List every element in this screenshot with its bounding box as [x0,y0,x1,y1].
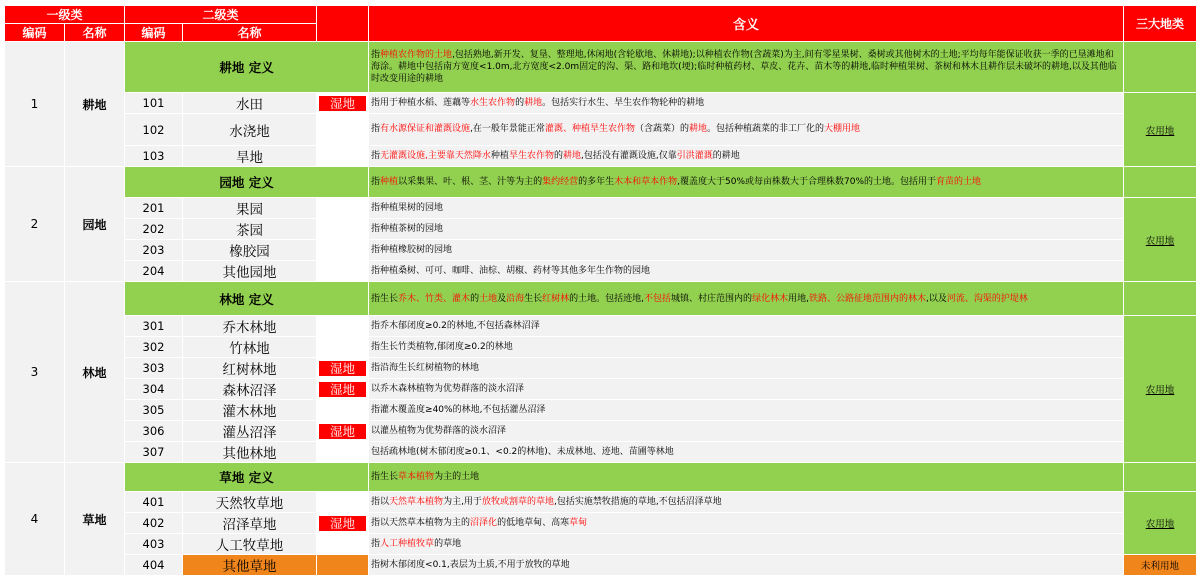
row-code: 101 [125,93,183,114]
group-code: 3 [5,282,65,463]
header-code1: 编码 [5,24,65,42]
header-level1: 一级类 [5,6,125,24]
row-definition: 包括疏林地(树木郁闭度≥0.1、<0.2的林地)、未成林地、迹地、苗圃等林地 [369,442,1124,463]
group-name: 林地 [65,282,125,463]
row-code: 301 [125,316,183,337]
row-code: 303 [125,358,183,379]
row-definition: 指以天然草本植物为主,用于放牧或割草的草地,包括实施禁牧措施的草地,不包括沼泽草地 [369,492,1124,513]
row-code: 404 [125,555,183,576]
group-name: 园地 [65,167,125,282]
row-code: 203 [125,240,183,261]
row-code: 302 [125,337,183,358]
row-name: 橡胶园 [183,240,317,261]
header-blank [317,6,369,42]
row-definition: 以灌丛植物为优势群落的淡水沼泽 [369,421,1124,442]
row-code: 401 [125,492,183,513]
row-definition: 指种植桑树、可可、咖啡、油棕、胡椒、药材等其他多年生作物的园地 [369,261,1124,282]
row-code: 402 [125,513,183,534]
row-name: 旱地 [183,146,317,167]
row-name: 其他草地 [183,555,317,576]
group-title: 林地 定义 [125,282,369,316]
group-definition: 指生长草本植物为主的土地 [369,463,1124,492]
row-definition: 指以天然草本植物为主的沼泽化的低地草甸、高寒草甸 [369,513,1124,534]
row-code: 201 [125,198,183,219]
row-name: 竹林地 [183,337,317,358]
row-definition: 指人工种植牧草的草地 [369,534,1124,555]
row-definition: 指有水源保证和灌溉设施,在一般年景能正常灌溉、种植旱生农作物（含蔬菜）的耕地。包括种植蔬菜的非工厂化的大棚用地 [369,114,1124,146]
row-definition: 指种植茶树的园地 [369,219,1124,240]
wetland-badge: 湿地 [317,93,369,114]
row-code: 307 [125,442,183,463]
row-name: 其他园地 [183,261,317,282]
row-definition: 指灌木覆盖度≥40%的林地,不包括灌丛沼泽 [369,400,1124,421]
row-name: 灌丛沼泽 [183,421,317,442]
row-name: 红树林地 [183,358,317,379]
row-code: 306 [125,421,183,442]
header-name2: 名称 [183,24,317,42]
row-name: 乔木林地 [183,316,317,337]
header-level2: 二级类 [125,6,317,24]
wetland-badge: 湿地 [317,421,369,442]
three-category: 农用地 [1124,198,1197,282]
three-category: 农用地 [1124,316,1197,463]
row-name: 天然牧草地 [183,492,317,513]
group-code: 1 [5,42,65,167]
header-code2: 编码 [125,24,183,42]
row-definition: 指乔木郁闭度≥0.2的林地,不包括森林沼泽 [369,316,1124,337]
row-definition: 指沿海生长红树植物的林地 [369,358,1124,379]
group-name: 草地 [65,463,125,576]
row-definition: 指树木郁闭度<0.1,表层为土质,不用于放牧的草地 [369,555,1124,576]
row-name: 沼泽草地 [183,513,317,534]
row-code: 305 [125,400,183,421]
row-name: 水浇地 [183,114,317,146]
header-meaning: 含义 [369,6,1124,42]
row-name: 果园 [183,198,317,219]
group-definition: 指生长乔木、竹类、灌木的土地及沿海生长红树林的土地。包括迹地,不包括城镇、村庄范围内的绿化林木用地,铁路、公路征地范围内的林木,以及河流、沟渠的护堤林 [369,282,1124,316]
three-category: 农用地 [1124,93,1197,167]
group-code: 4 [5,463,65,576]
land-classification-table [4,5,1197,576]
row-code: 202 [125,219,183,240]
row-code: 403 [125,534,183,555]
group-definition: 指种植以采集果、叶、根、茎、汁等为主的集约经营的多年生木本和草本作物,覆盖度大于50%或每亩株数大于合理株数70%的土地。包括用于育苗的土地 [369,167,1124,198]
row-definition: 以乔木森林植物为优势群落的淡水沼泽 [369,379,1124,400]
row-name: 灌木林地 [183,400,317,421]
group-definition: 指种植农作物的土地,包括熟地,新开发、复垦、整理地,休闲地(含轮歇地、休耕地);以种植农作物(含蔬菜)为主,间有零星果树、桑树或其他树木的土地;平均每年能保证收获一季的已垦滩地和海涂。耕地中包括南方宽度<1.0m,北方宽度<2.0m固定的沟、渠、路和地坎(埂);临时种植药材、草皮、花卉、苗木等的耕地,临时种植果树、茶树和林木且耕作层未破坏的耕地,以及其他临时改变用途的耕地 [369,42,1124,93]
row-definition: 指无灌溉设施,主要靠天然降水种植旱生农作物的耕地,包括没有灌溉设施,仅靠引洪灌溉的耕地 [369,146,1124,167]
group-name: 耕地 [65,42,125,167]
row-name: 其他林地 [183,442,317,463]
row-definition: 指生长竹类植物,郁闭度≥0.2的林地 [369,337,1124,358]
group-code: 2 [5,167,65,282]
row-name: 人工牧草地 [183,534,317,555]
group-title: 草地 定义 [125,463,369,492]
row-name: 水田 [183,93,317,114]
group-title: 耕地 定义 [125,42,369,93]
three-category: 农用地 [1124,492,1197,555]
row-name: 茶园 [183,219,317,240]
header-name1: 名称 [65,24,125,42]
row-code: 102 [125,114,183,146]
wetland-badge: 湿地 [317,513,369,534]
three-category: 未利用地 [1124,555,1197,576]
header-three-categories: 三大地类 [1124,6,1197,42]
row-definition: 指种植果树的园地 [369,198,1124,219]
row-code: 304 [125,379,183,400]
row-code: 204 [125,261,183,282]
category-blank [1124,42,1197,93]
row-definition: 指用于种植水稻、莲藕等水生农作物的耕地。包括实行水生、旱生农作物轮种的耕地 [369,93,1124,114]
group-title: 园地 定义 [125,167,369,198]
wetland-badge: 湿地 [317,358,369,379]
row-code: 103 [125,146,183,167]
row-definition: 指种植橡胶树的园地 [369,240,1124,261]
wetland-badge: 湿地 [317,379,369,400]
row-name: 森林沼泽 [183,379,317,400]
